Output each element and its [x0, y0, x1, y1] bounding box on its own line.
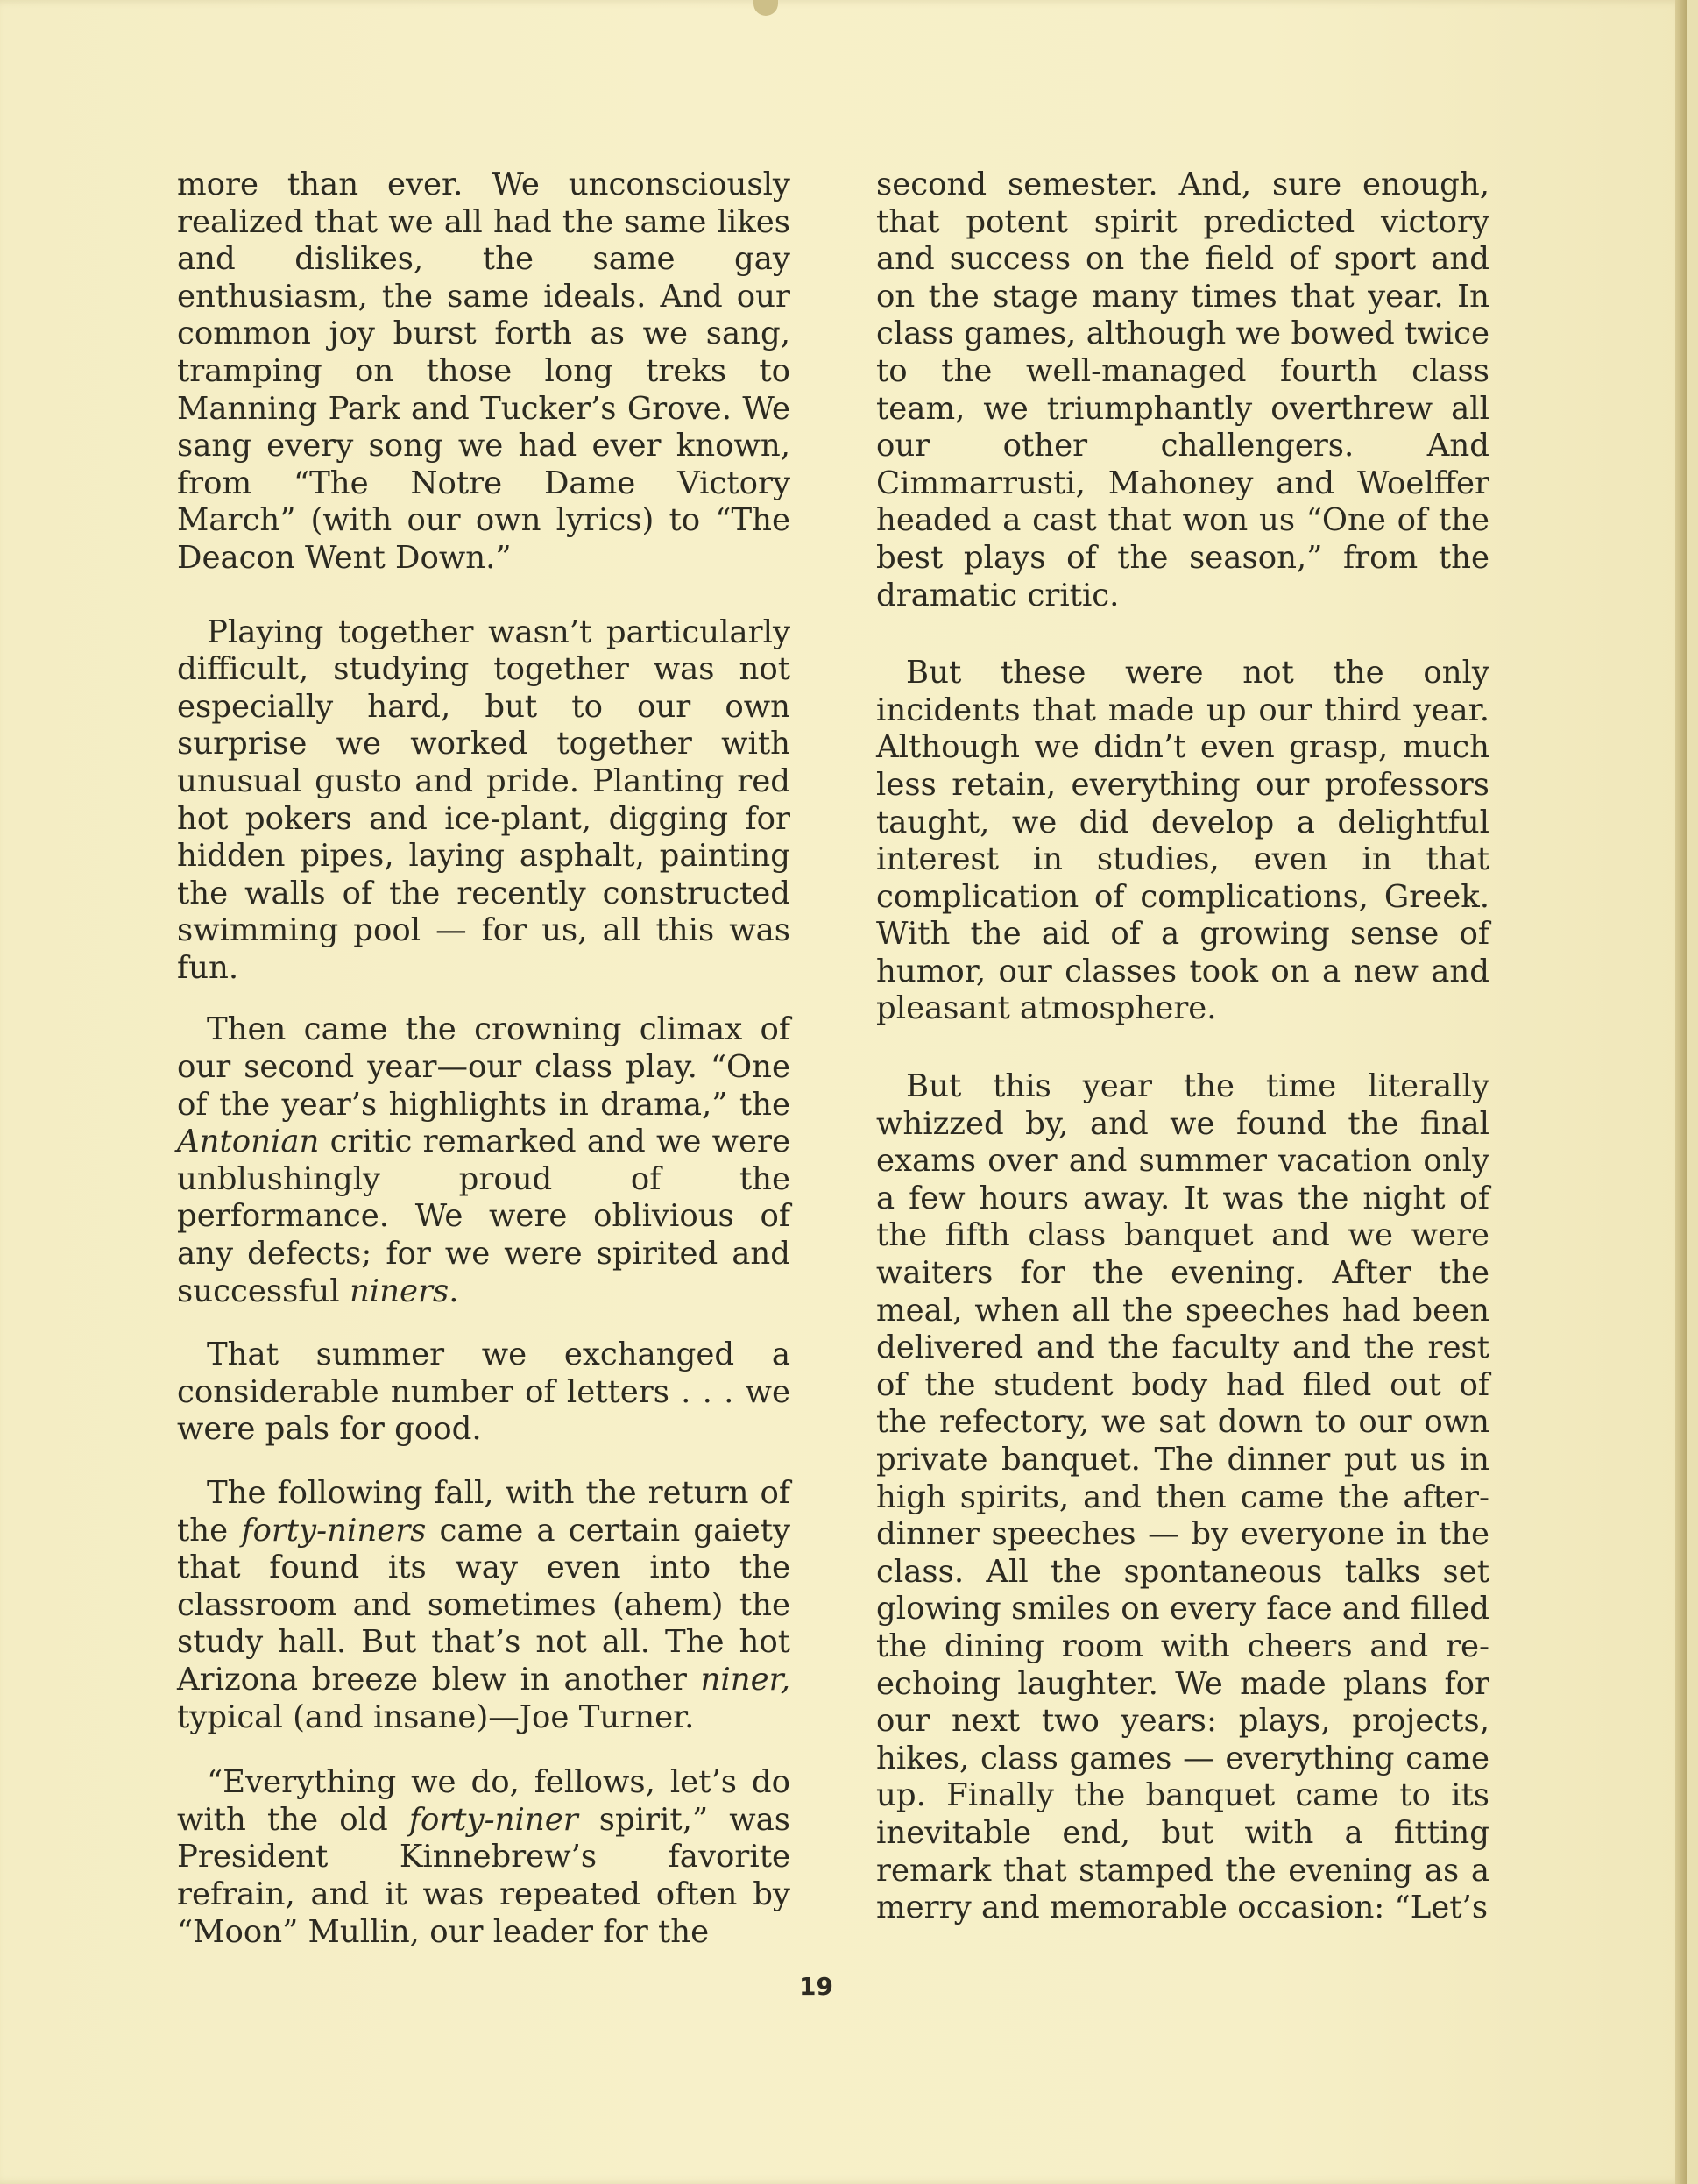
italic-term: niner, [700, 1661, 790, 1698]
left-column [177, 167, 790, 1951]
paragraph: second semester. And, sure enough, that potent spirit predicted victory and success on the field of sport and on the stage many times that year. In class games, although we bowed twice to the well-managed fourth class team, we triumphantly overthrew all our other challengers. And Cimmarrusti, Mahoney and Woelffer headed a cast that won us “One of the best plays of the season,” from the dramatic critic. [876, 167, 1489, 613]
paragraph: more than ever. We unconsciously realized that we all had the same likes and dislikes, the same gay enthusiasm, the same ideals. And our common joy burst forth as we sang, tramping on those long treks to Manning Park and Tucker’s Grove. We sang every song we had ever known, from “The Notre Dame Victory March” (with our own lyrics) to “The Deacon Went Down.” [177, 167, 790, 576]
paragraph: But these were not the only incidents that made up our third year. Although we didn’t even grasp, much less retain, everything our professors taught, we did develop a delightful interest in studies, even in that complication of complications, Greek. With the aid of a growing sense of humor, our classes took on a new and pleasant atmosphere. [876, 655, 1489, 1027]
page-number: 19 [799, 1972, 833, 2001]
paragraph [177, 1475, 790, 1736]
text-span: The following fall, with the return of the [177, 1475, 790, 1549]
paragraph: Playing together wasn’t particularly difficult, studying together was not especially hard, but to our own surprise we worked together with unusual gusto and pride. Planting red hot pokers and ice-plant, digging for hidden pipes, laying asphalt, painting the walls of the recently constructed swimming pool — for us, all this was fun. [177, 613, 790, 986]
text-span: came a certain gaiety that found its way even into the classroom and sometimes (ahem) the study hall. But that’s not all. The hot Arizona breeze blew in another [177, 1512, 790, 1698]
text-span: “Everything we do, fellows, let’s do with the old [177, 1764, 790, 1838]
text-span: spirit,” was President Kinnebrew’s favorite refrain, and it was repeated often by “Moon” Mullin, our leader for the [177, 1801, 790, 1950]
right-column [876, 167, 1489, 1927]
paragraph: But this year the time literally whizzed by, and we found the final exams over and summer vacation only a few hours away. It was the night of the fifth class banquet and we were waiters for the evening. After the meal, when all the speeches had been delivered and the faculty and the rest of the student body had filed out of the refectory, we sat down to our own private banquet. The dinner put us in high spirits, and then came the after-dinner speeches — by everyone in the class. All the spontaneous talks set glowing smiles on every face and filled the dining room with cheers and re-echoing laughter. We made plans for our next two years: plays, projects, hikes, class games — everything came up. Finally the banquet came to its inevitable end, but with a fitting remark that stamped the evening as a merry and memorable occasion: “Let’s [876, 1068, 1489, 1926]
text-span: Then came the crowning climax of our second year—our class play. “One of the year’s highlights in drama,” the [177, 1011, 790, 1123]
paragraph: That summer we exchanged a considerable number of letters . . . we were pals for good. [177, 1337, 790, 1448]
paragraph [177, 1764, 790, 1951]
binding-mark [753, 0, 778, 16]
text-span: typical (and insane)—Joe Turner. [177, 1698, 695, 1735]
italic-term: niners [349, 1273, 449, 1309]
italic-term: forty-niners [241, 1512, 427, 1549]
paragraph [177, 1011, 790, 1310]
italic-publication-name: Antonian [177, 1124, 320, 1160]
italic-term: forty-niner [408, 1801, 578, 1838]
text-span: critic remarked and we were unblushingly proud of the performance. We were oblivious of any defects; for we were spirited and successful [177, 1124, 790, 1309]
text-span: . [449, 1273, 459, 1309]
page-edge [1675, 0, 1687, 2184]
